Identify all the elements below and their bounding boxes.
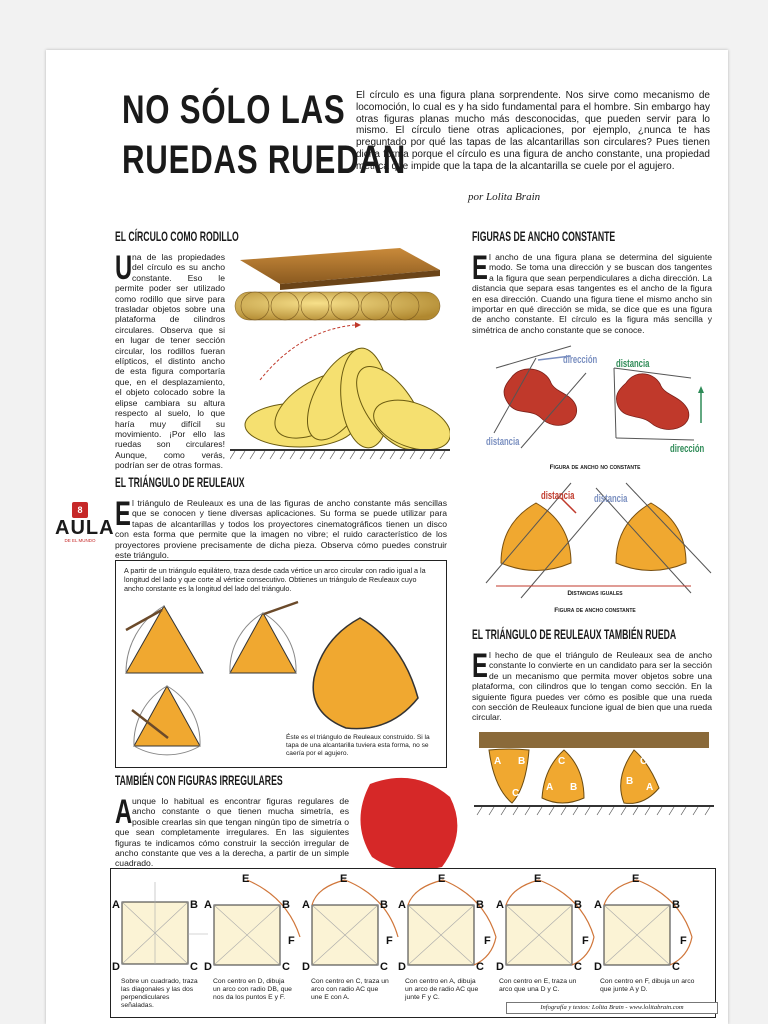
step-5-text: Con centro en E, traza un arco que una D y C. <box>499 978 577 993</box>
label-distancia-2: distancia <box>486 436 520 448</box>
ellipse-rolling-illustration <box>230 320 450 465</box>
svg-text:C: C <box>380 961 388 972</box>
section-head-ancho: FIGURAS DE ANCHO CONSTANTE <box>472 228 616 244</box>
svg-text:B: B <box>574 899 582 911</box>
svg-text:E: E <box>242 873 250 885</box>
reuleaux-rolling-illustration <box>474 728 714 820</box>
svg-text:E: E <box>438 873 446 885</box>
label-distancia-constant-1: distancia <box>541 490 575 502</box>
paragraph: unque lo habitual es encontrar figuras regulares de ancho constante o que tienen mucha simetría, es posible crearlas sin que tengan ningún tipo de simetría o que sean completamente irregulares. En las siguientes figuras te indicamos cómo construir la sección irregular de ancho constante que ves a la derecha, a partir de un simple cuadrado. <box>115 796 349 869</box>
svg-text:A: A <box>398 899 406 911</box>
svg-text:D: D <box>112 961 120 972</box>
svg-text:E: E <box>340 873 348 885</box>
byline: por Lolita Brain <box>468 191 541 203</box>
svg-text:A: A <box>494 756 502 767</box>
svg-text:D: D <box>204 961 212 972</box>
section-text-reuleaux <box>115 495 447 561</box>
step-1-text: Sobre un cuadrado, traza las diagonales y las dos perpendiculares señaladas. <box>121 978 198 1009</box>
steps-drawings <box>112 872 712 972</box>
svg-text:C: C <box>282 961 290 972</box>
rollers-illustration <box>230 240 450 330</box>
svg-text:F: F <box>680 935 687 947</box>
logo-mark: 8 <box>72 502 88 518</box>
paragraph: l ancho de una figura plana se determina del siguiente modo. Se toma una dirección y se buscan dos tangentes a la figura que sean perpendiculares a dicha dirección. La distancia que separa esas tangentes es el ancho de la figura en esa dirección. Cuando una figura tiene el mismo ancho sin importar en qué dirección se mida, se dice que es una figura de ancho constante. El círculo es la figura más sencilla y simétrica de ancho constante que se conoce. <box>472 252 712 335</box>
section-head-reuleaux: EL TRIÁNGULO DE REULEAUX <box>115 474 245 490</box>
intro-text: El círculo es una figura plana sorprendente. Nos sirve como mecanismo de locomoción, lo cual es y ha sido fundamental para el hombre. Sin embargo hay otras figuras planas mucho más desconocidas, que pueden servir para lo mismo. El círculo tiene otras aplicaciones, por ejemplo, ¿nunca te has preguntado por qué las tapas de las alcantarillas son circulares? Pues tienen dicha forma porque el círculo es una figura de ancho constante, una propiedad métrica que impide que la tapa de la alcantarilla se cuele por el agujero. <box>356 90 710 172</box>
construction-text: A partir de un triángulo equilátero, traza desde cada vértice un arco circular con radio igual a la longitud del lado y que corte al vértice consecutivo. Obtienes un triángulo de Reuleaux cuyo ancho constante es la longitud del lado del triángulo. <box>124 566 426 593</box>
step-3-text: Con centro en C, traza un arco con radio AC que une E con A. <box>311 978 389 1001</box>
svg-text:B: B <box>380 899 388 911</box>
svg-text:A: A <box>302 899 310 911</box>
svg-text:F: F <box>484 935 491 947</box>
page-title-line1: NO SÓLO LAS <box>122 88 346 132</box>
svg-text:B: B <box>672 899 680 911</box>
section-text-irregulares <box>115 793 349 869</box>
svg-text:B: B <box>518 756 526 767</box>
step-2-text: Con centro en D, dibuja un arco con radio DB, que nos da los puntos E y F. <box>213 978 292 1001</box>
section-head-rueda: EL TRIÁNGULO DE REULEAUX TAMBIÉN RUEDA <box>472 626 677 642</box>
svg-text:A: A <box>546 782 554 793</box>
dropcap: E <box>115 495 131 533</box>
paragraph: l hecho de que el triángulo de Reuleaux sea de ancho constante lo convierte en un candidato para ser la sección de un mecanismo que permita mover objetos sobre una plataforma, con cilindros que lo tengan como sección. En la siguiente figura puedes ver cómo es posible que una rueda con sección de Reuleaux funcione igual de bien que una rueda circular. <box>472 650 712 723</box>
dropcap: E <box>472 647 488 685</box>
svg-text:A: A <box>646 782 654 793</box>
dropcap: A <box>115 793 133 831</box>
credit-line: Infografía y textos: Lolita Brain - www.lolitabrain.com <box>506 1002 718 1014</box>
page-title-line2: RUEDAS RUEDAN <box>122 138 407 182</box>
svg-text:A: A <box>594 899 602 911</box>
label-distancia-constant-2: distancia <box>594 493 628 505</box>
svg-text:C: C <box>190 961 198 972</box>
svg-text:B: B <box>190 899 198 911</box>
svg-text:C: C <box>512 788 520 799</box>
construction-note: Éste es el triángulo de Reuleaux construido. Si la tapa de una alcantarilla tuviera esta forma, no se caería por el agujero. <box>286 734 430 757</box>
paragraph: na de las propiedades del círculo es su ancho constante. Eso le permite poder ser utilizado como rodillo que sirve para trasladar objetos sobre una plataforma de cilindros circulares. Observa que si en lugar de tener sección circular, los rodillos fueran elípticos, el distinto ancho de esta figura comportaría que, en el desplazamiento, el objeto colocado sobre la elipse cambiara su altura respecto al suelo, lo que haría muy difícil su movimiento. ¡Por ello las ruedas son circulares! Aunque, como verás, podrían ser de otras formas. <box>115 252 225 471</box>
svg-text:A: A <box>204 899 212 911</box>
svg-text:A: A <box>496 899 504 911</box>
irregular-shape <box>350 772 468 872</box>
svg-text:F: F <box>288 935 295 947</box>
svg-text:F: F <box>386 935 393 947</box>
svg-text:D: D <box>594 961 602 972</box>
svg-text:A: A <box>112 899 120 911</box>
dropcap: U <box>115 249 133 287</box>
section-text-rodillo <box>115 249 225 471</box>
svg-text:C: C <box>672 961 680 972</box>
svg-text:C: C <box>558 756 566 767</box>
svg-text:F: F <box>582 935 589 947</box>
section-head-irregulares: TAMBIÉN CON FIGURAS IRREGULARES <box>115 772 283 788</box>
aula-logo <box>55 502 115 562</box>
svg-text:B: B <box>626 776 634 787</box>
svg-text:C: C <box>574 961 582 972</box>
label-distancia-1: distancia <box>616 358 650 370</box>
svg-text:D: D <box>496 961 504 972</box>
section-head-rodillo: EL CÍRCULO COMO RODILLO <box>115 228 239 244</box>
label-direccion-2: dirección <box>670 443 705 455</box>
logo-word: AULA <box>55 517 115 539</box>
caption-non-constant: Figura de ancho no constante <box>549 464 641 471</box>
svg-text:E: E <box>534 873 542 885</box>
svg-text:B: B <box>570 782 578 793</box>
label-direccion-1: dirección <box>563 354 598 366</box>
svg-text:B: B <box>282 899 290 911</box>
svg-text:D: D <box>398 961 406 972</box>
step-6-text: Con centro en F, dibuja un arco que junte A y D. <box>600 978 695 993</box>
svg-text:E: E <box>632 873 640 885</box>
paragraph: l triángulo de Reuleaux es una de las figuras de ancho constante más sencillas que se conocen y tiene diversas aplicaciones. Su forma se puede utilizar para tapas de alcantarillas y todos los proyectores cinematográficos tienen un disco con esta forma que permite que la imagen no vibre; el ruido característico de los proyectores proviene precisamente de dicha pieza. Observa cómo puedes construir este triángulo. <box>115 498 447 561</box>
logo-sub: DE EL MUNDO <box>64 538 96 543</box>
section-text-ancho <box>472 249 712 335</box>
svg-text:B: B <box>476 899 484 911</box>
svg-text:C: C <box>640 756 648 767</box>
label-distancias-iguales: Distancias iguales <box>567 590 623 597</box>
step-4-text: Con centro en A, dibuja un arco de radio AC que junte F y C. <box>405 978 479 1001</box>
svg-text:D: D <box>302 961 310 972</box>
section-text-rueda <box>472 647 712 723</box>
svg-text:C: C <box>476 961 484 972</box>
dropcap: E <box>472 249 488 287</box>
caption-constant: Figura de ancho constante <box>554 607 636 614</box>
